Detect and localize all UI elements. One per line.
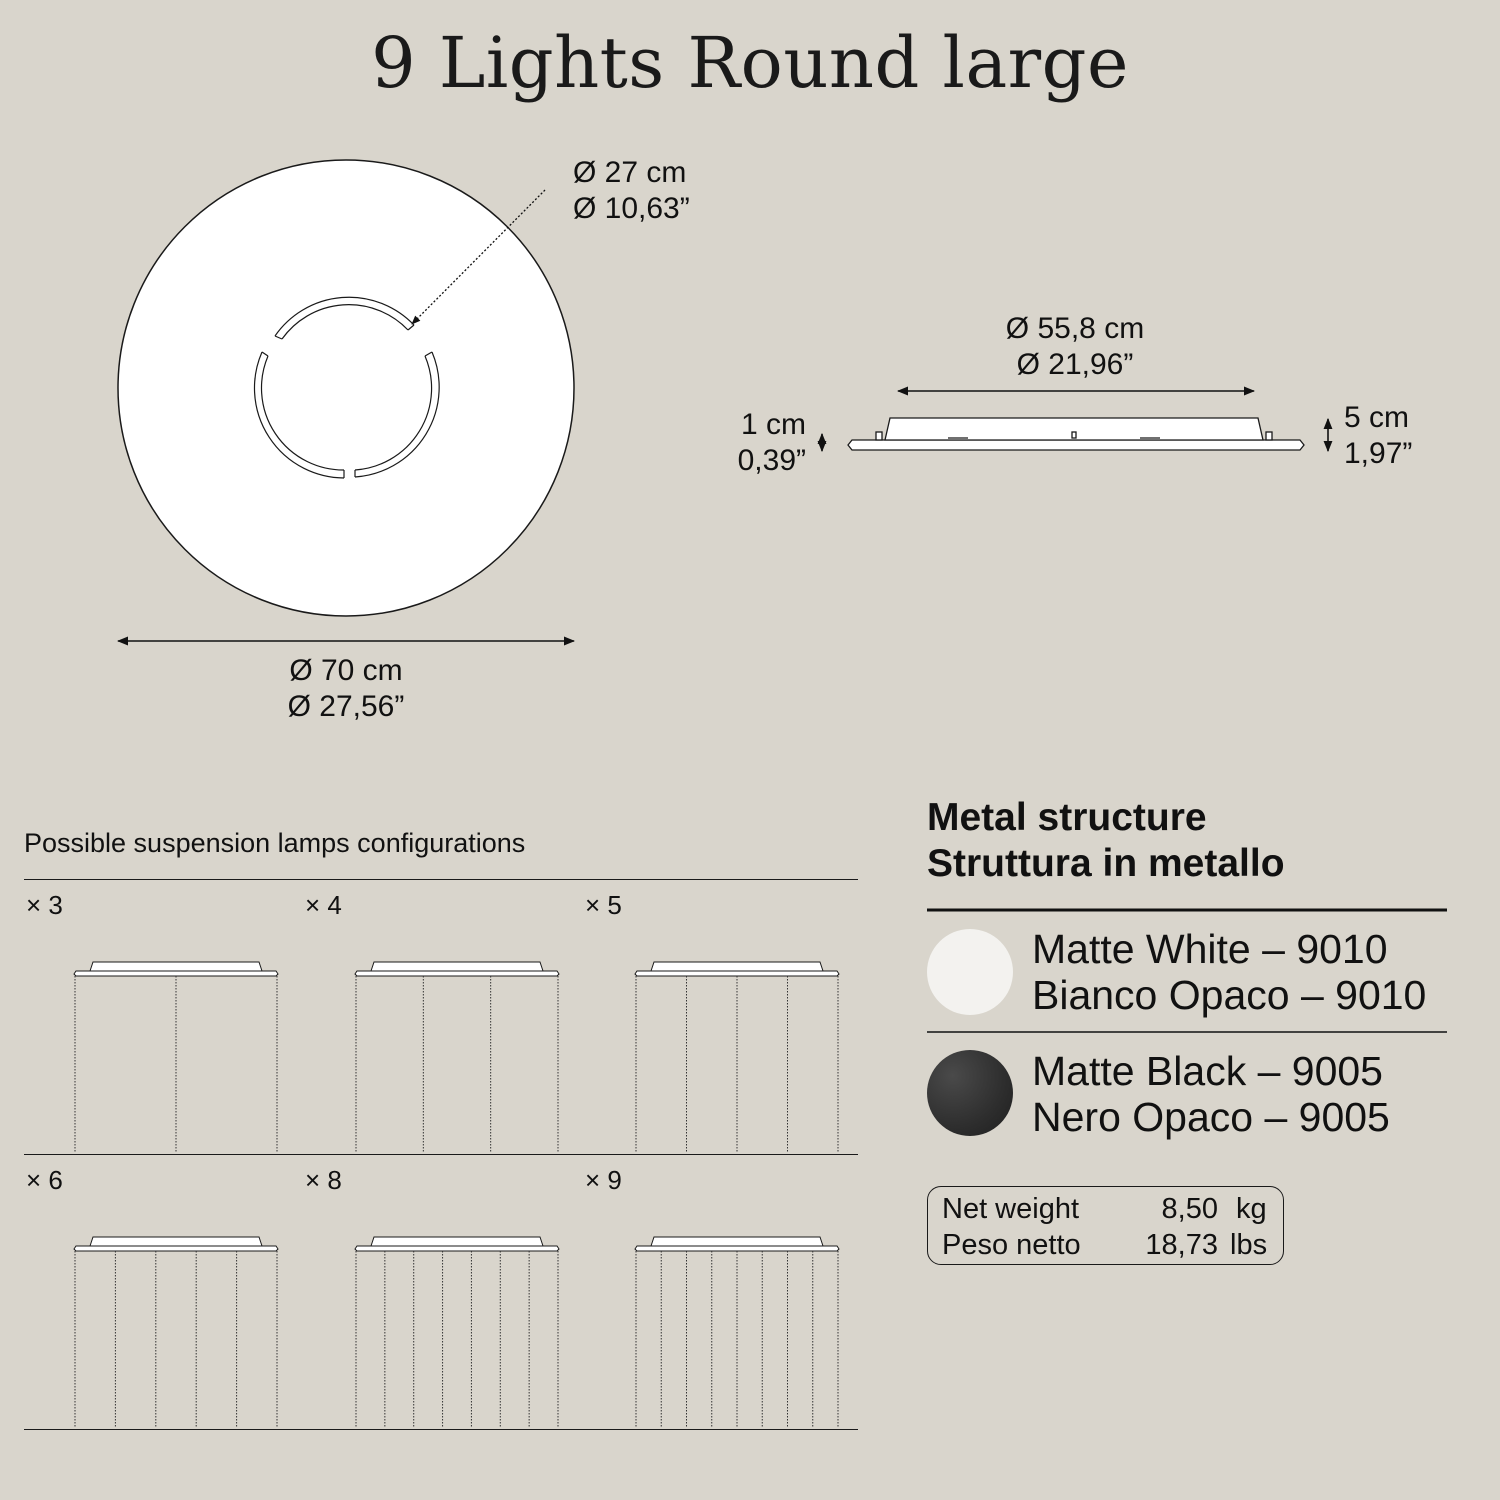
finish-white-en: Matte White – 9010 xyxy=(1032,926,1388,972)
side-view-drawing xyxy=(822,391,1328,451)
canopy-body xyxy=(371,962,543,971)
configurations-top-rule xyxy=(24,879,858,880)
black-swatch xyxy=(927,1050,1013,1136)
weight-kg-unit: kg xyxy=(1236,1193,1267,1225)
outer-diameter-label xyxy=(246,653,446,725)
top-view-drawing xyxy=(118,160,574,641)
plate-thickness-label xyxy=(700,407,806,479)
config-drawing-3 xyxy=(74,962,278,1153)
plate-thickness-in: 0,39” xyxy=(737,444,806,477)
inner-diameter-cm: Ø 27 cm xyxy=(573,156,687,189)
canopy-plate xyxy=(635,1246,839,1251)
config-label-6: × 6 xyxy=(26,1165,63,1195)
materials-heading xyxy=(927,795,1285,887)
weight-lbs-unit: lbs xyxy=(1230,1229,1268,1261)
weight-lbs-value: 18,73 xyxy=(1145,1229,1218,1261)
config-drawing-4 xyxy=(355,962,559,1153)
config-label-3: × 3 xyxy=(26,890,63,920)
finish-black-en: Matte Black – 9005 xyxy=(1032,1048,1383,1094)
outer-diameter-cm: Ø 70 cm xyxy=(289,654,403,687)
config-label-9: × 9 xyxy=(585,1165,622,1195)
config-label-4: × 4 xyxy=(305,890,342,920)
page-title: 9 Lights Round large xyxy=(371,22,1129,104)
finish-white-it: Bianco Opaco – 9010 xyxy=(1032,972,1427,1018)
config-drawing-5 xyxy=(635,962,839,1153)
outer-disc xyxy=(118,160,574,616)
config-drawing-9 xyxy=(635,1237,839,1428)
inner-diameter-in: Ø 10,63” xyxy=(573,192,690,225)
config-label-8: × 8 xyxy=(305,1165,342,1195)
finish-black xyxy=(1032,1048,1390,1140)
config-drawing-6 xyxy=(74,1237,278,1428)
canopy-plate xyxy=(74,1246,278,1251)
configurations-middle-rule xyxy=(24,1154,858,1155)
weight-box xyxy=(927,1186,1284,1265)
height-in: 1,97” xyxy=(1344,437,1413,470)
body-diameter-in: Ø 21,96” xyxy=(1016,348,1134,381)
canopy-body xyxy=(90,1237,262,1246)
canopy-plate xyxy=(635,971,839,976)
materials-heading-en: Metal structure xyxy=(927,796,1207,839)
config-drawing-8 xyxy=(355,1237,559,1428)
body-diameter-cm: Ø 55,8 cm xyxy=(1005,312,1145,345)
outer-diameter-in: Ø 27,56” xyxy=(287,690,405,723)
weight-label-en: Net weight xyxy=(942,1193,1080,1225)
configurations-bottom-rule xyxy=(24,1429,858,1430)
configuration-drawings xyxy=(74,962,839,1428)
canopy-body xyxy=(651,962,823,971)
canopy-body xyxy=(371,1237,543,1246)
inner-diameter-label xyxy=(573,155,690,227)
height-cm: 5 cm xyxy=(1344,401,1410,434)
canopy-plate xyxy=(355,971,559,976)
weight-label-it: Peso netto xyxy=(942,1229,1081,1261)
height-label xyxy=(1344,400,1412,472)
config-label-5: × 5 xyxy=(585,890,622,920)
finish-white xyxy=(1032,926,1426,1018)
canopy-body xyxy=(90,962,262,971)
canopy-plate xyxy=(355,1246,559,1251)
canopy-plate xyxy=(74,971,278,976)
finish-black-it: Nero Opaco – 9005 xyxy=(1032,1094,1390,1140)
materials-heading-it: Struttura in metallo xyxy=(927,842,1285,885)
plate-thickness-cm: 1 cm xyxy=(740,408,806,441)
body-diameter-label xyxy=(975,311,1175,383)
white-swatch xyxy=(927,929,1013,1015)
configurations-title: Possible suspension lamps configurations xyxy=(24,828,526,858)
canopy-body xyxy=(651,1237,823,1246)
weight-kg-value: 8,50 xyxy=(1161,1193,1218,1225)
